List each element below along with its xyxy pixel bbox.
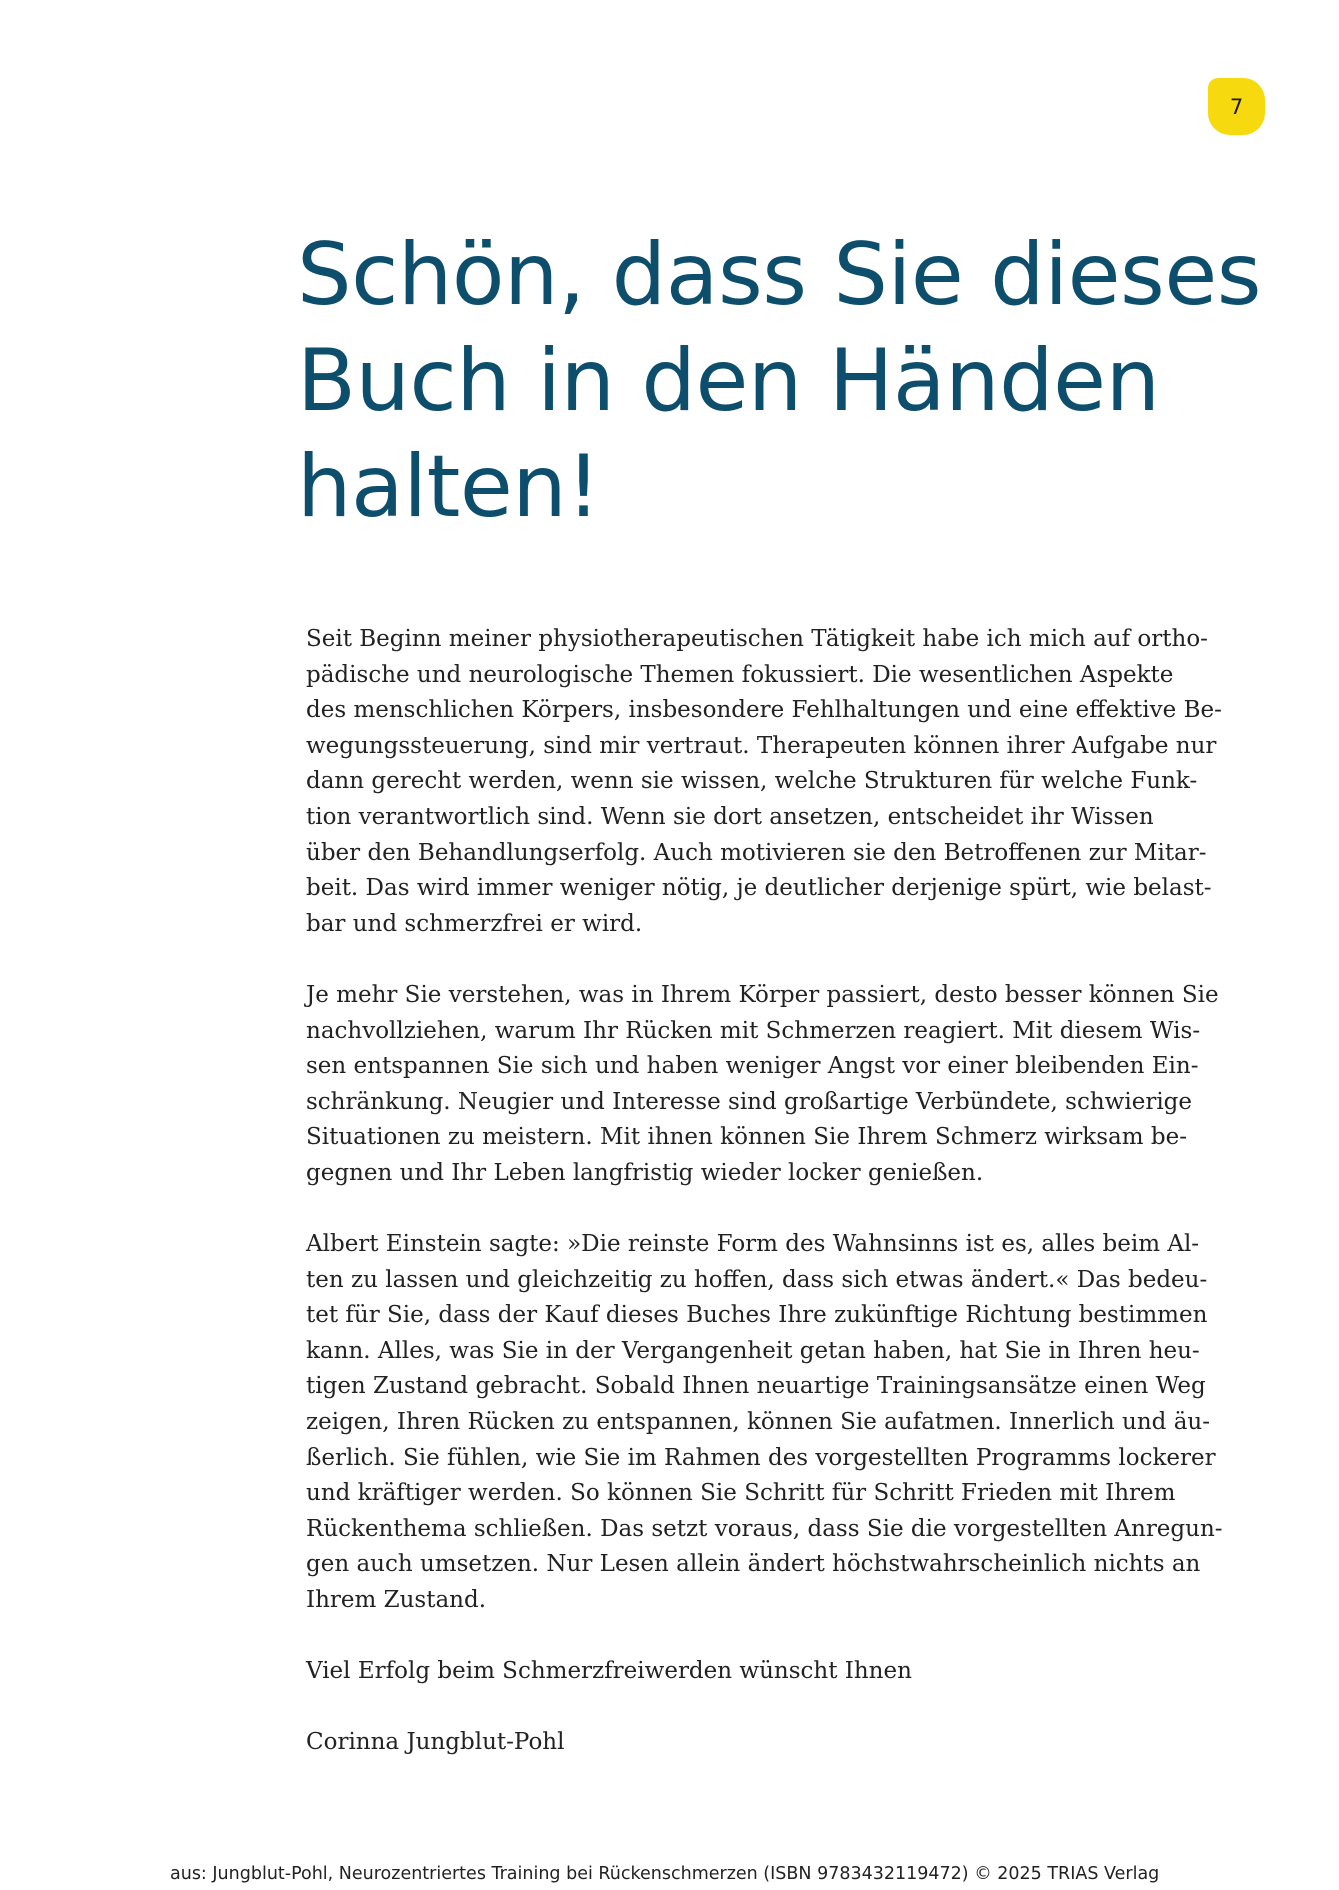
footer-credit: aus: Jungblut-Pohl, Neurozentriertes Training bei Rückenschmerzen (ISBN 9783432119472) © 2025 TRIAS Verlag: [170, 1864, 1160, 1884]
text-line: nachvollziehen, warum Ihr Rücken mit Schmerzen reagiert. Mit diesem Wis-: [306, 1017, 1201, 1044]
paragraph-2: [306, 978, 1219, 1192]
text-line: über den Behandlungserfolg. Auch motivieren sie den Betroffenen zur Mitar-: [306, 839, 1207, 866]
paragraph-1: [306, 622, 1222, 942]
page-number-badge: 7: [1208, 78, 1265, 135]
text-line: zeigen, Ihren Rücken zu entspannen, können Sie aufatmen. Innerlich und äu-: [306, 1409, 1211, 1436]
text-line: tion verantwortlich sind. Wenn sie dort ansetzen, entscheidet ihr Wissen: [306, 803, 1154, 830]
body-text: [306, 622, 1223, 1797]
page-headline: [297, 222, 1277, 540]
text-line: tigen Zustand gebracht. Sobald Ihnen neuartige Trainingsansätze einen Weg: [306, 1373, 1206, 1400]
author-signature: Corinna Jungblut-Pohl: [306, 1729, 565, 1756]
text-line: schränkung. Neugier und Interesse sind großartige Verbündete, schwierige: [306, 1088, 1193, 1115]
headline-line: Buch in den Händen: [297, 331, 1160, 431]
text-line: und kräftiger werden. So können Sie Schritt für Schritt Frieden mit Ihrem: [306, 1480, 1176, 1507]
text-line: gen auch umsetzen. Nur Lesen allein ändert höchstwahrscheinlich nichts an: [306, 1551, 1201, 1578]
text-line: tet für Sie, dass der Kauf dieses Buches Ihre zukünftige Richtung bestimmen: [306, 1302, 1208, 1329]
text-line: bar und schmerzfrei er wird.: [306, 910, 643, 937]
text-line: kann. Alles, was Sie in der Vergangenheit getan haben, hat Sie in Ihren heu-: [306, 1337, 1200, 1364]
text-line: wegungssteuerung, sind mir vertraut. Therapeuten können ihrer Aufgabe nur: [306, 732, 1217, 759]
paragraph-3: [306, 1227, 1223, 1619]
text-line: ten zu lassen und gleichzeitig zu hoffen, dass sich etwas ändert.« Das bedeu-: [306, 1266, 1208, 1293]
headline-line: Schön, dass Sie dieses: [297, 225, 1262, 325]
text-line: Ihrem Zustand.: [306, 1587, 487, 1614]
closing-line: Viel Erfolg beim Schmerzfreiwerden wünscht Ihnen: [306, 1658, 912, 1685]
text-line: Rückenthema schließen. Das setzt voraus, dass Sie die vorgestellten Anregun-: [306, 1515, 1223, 1542]
text-line: dann gerecht werden, wenn sie wissen, welche Strukturen für welche Funk-: [306, 768, 1198, 795]
text-line: pädische und neurologische Themen fokussiert. Die wesentlichen Aspekte: [306, 661, 1174, 688]
text-line: Je mehr Sie verstehen, was in Ihrem Körper passiert, desto besser können Sie: [306, 981, 1219, 1008]
text-line: Seit Beginn meiner physiotherapeutischen Tätigkeit habe ich mich auf ortho-: [306, 626, 1208, 652]
text-line: ßerlich. Sie fühlen, wie Sie im Rahmen des vorgestellten Programms lockerer: [306, 1444, 1216, 1471]
text-line: Situationen zu meistern. Mit ihnen können Sie Ihrem Schmerz wirksam be-: [306, 1124, 1187, 1151]
text-line: beit. Das wird immer weniger nötig, je deutlicher derjenige spürt, wie belast-: [306, 875, 1212, 902]
text-line: sen entspannen Sie sich und haben weniger Angst vor einer bleibenden Ein-: [306, 1053, 1199, 1080]
text-line: Albert Einstein sagte: »Die reinste Form des Wahnsinns ist es, alles beim Al-: [306, 1231, 1200, 1258]
text-line: des menschlichen Körpers, insbesondere Fehlhaltungen und eine effektive Be-: [306, 697, 1222, 724]
text-line: gegnen und Ihr Leben langfristig wieder locker genießen.: [306, 1159, 984, 1186]
headline-line: halten!: [297, 437, 601, 537]
